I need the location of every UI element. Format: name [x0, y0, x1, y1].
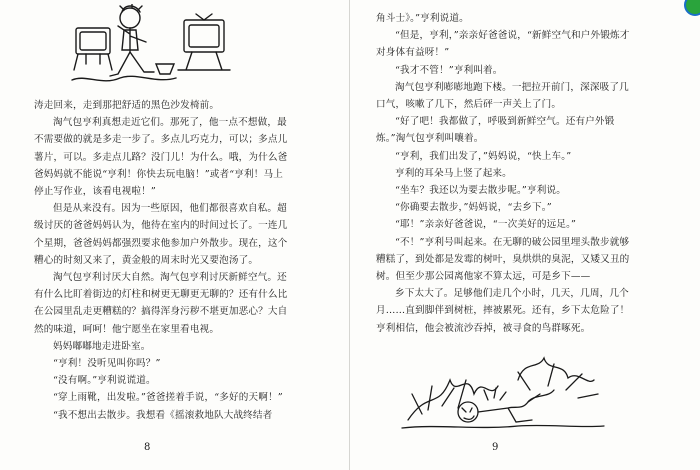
- corner-badge: [684, 0, 700, 16]
- paragraph: 亨利的耳朵马上竖了起来。: [395, 167, 512, 179]
- paragraph: “好了吧！我都做了，呼吸到新鲜空气。还有户外锻炼。”淘气包亨利叫嚷着。: [376, 116, 615, 145]
- paragraph: “坐车？我还以为要去散步呢。”亨利说。: [395, 185, 566, 197]
- paragraph: 妈妈嘟嘟地走进卧室。: [53, 340, 151, 352]
- page-number: 9: [492, 442, 499, 453]
- paragraph: 但是从来没有。因为一些原因，他们都很喜欢自私。超级讨厌的爸爸妈妈认为，他待在室内的时间过长了。一连几个星期，爸爸妈妈都强烈要求他参加户外散步。现在，这个糟心的时刻又来了，黄金般的周末时光又要泡汤了。: [34, 203, 288, 266]
- paragraph: “没有啊。”亨利说谎道。: [53, 375, 156, 387]
- paragraph: “我才不管！”亨利叫着。: [395, 64, 503, 76]
- paragraph: 角斗士》。”亨利说道。: [376, 13, 469, 24]
- paragraph: 涛走回来，走到那把舒适的黑色沙发椅前。: [34, 100, 220, 111]
- paragraph: “耶！”亲亲好爸爸说，“一次美好的远足。”: [395, 219, 577, 231]
- illustration-henry-in-bushes: [398, 350, 608, 432]
- paragraph: “不！”亨利号叫起来。在无聊的破公园里埋头散步就够糟糕了，到处都是发霉的树叶，臭烘烘的臭泥，又矮又丑的树。但至少那公园离他家不算太远，可是乡下——: [376, 236, 630, 283]
- paragraph: 乡下太大了。足够他们走几个小时，几天，几周，几个月……直到脚伴到树桩，摔被累死。还有，乡下太危险了！亨利相信，他会被流沙吞掉，被寻食的鸟群啄死。: [376, 288, 630, 334]
- paragraph: “我不想出去散步。我想看《摇滚救地队大战终结者: [53, 409, 273, 421]
- paragraph: “亨利！没听见叫你吗？”: [53, 358, 161, 370]
- paragraph: “你确要去散步，”妈妈说，“去乡下。”: [395, 202, 552, 214]
- paragraph: “但是，亨利，”亲亲好爸爸说，“新鲜空气和户外锻炼才对身体有益呀！”: [376, 30, 630, 59]
- right-page: [350, 0, 700, 470]
- paragraph: 淘气包亨利嘭嘭地跑下楼。一把拉开前门，深深吸了几口气，咳嗽了几下，然后砰一声关上了门。: [376, 81, 629, 111]
- paragraph: “亨利，我们出发了，”妈妈说，“快上车。”: [395, 150, 572, 162]
- paragraph: “穿上雨靴，出发啦。”爸爸搓着手说，“多好的天啊！”: [53, 392, 283, 404]
- paragraph: 淘气包亨利讨厌大自然。淘气包亨利讨厌新鲜空气。还有什么比盯着街边的灯柱和树更无聊更无聊的？还有什么比在公园里乱走更糟糕的？搞得浑身污秽不堪更加恶心？大自然的味道，呵呵！他宁愿坐在家里看电视。: [34, 272, 288, 335]
- right-page-text: [376, 10, 638, 337]
- left-page-text: [34, 97, 288, 424]
- illustration-henry-walking-past-tv: [66, 4, 234, 92]
- page-number: 8: [144, 442, 151, 453]
- paragraph: 淘气包亨利真想走近它们。那死了，他一点不想做，最不需要做的就是多走一步了。多点儿巧克力，可以；多点儿薯片，可以。多走点儿路？没门儿！为什么。哦，为什么爸爸妈妈就不能说“亨利！你快去玩电脑！”或者“亨利！马上停止写作业，该看电视啦！”: [34, 117, 288, 198]
